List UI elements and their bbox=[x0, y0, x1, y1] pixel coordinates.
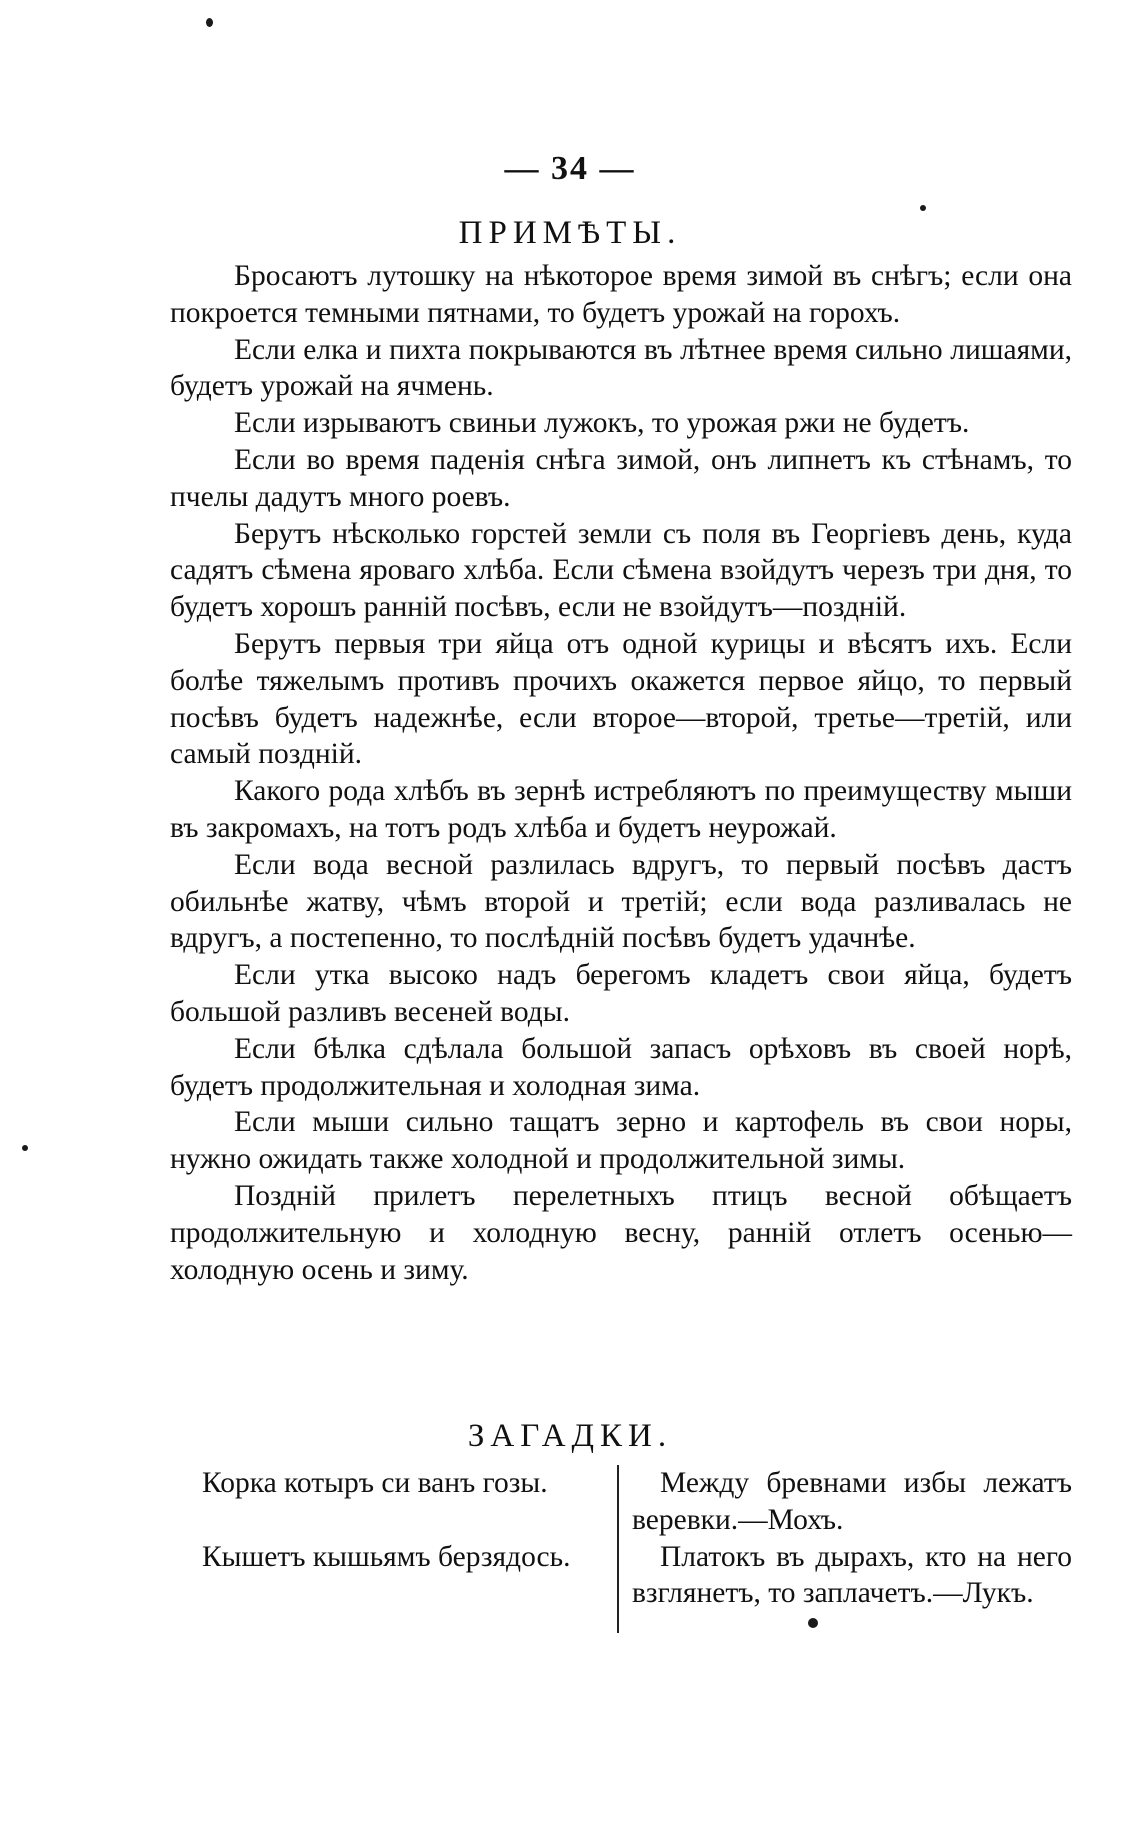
riddle-item: Платокъ въ дырахъ, кто на него взглянетъ, то заплачетъ.—Лукъ. bbox=[632, 1540, 1072, 1610]
omen-paragraph: Бросаютъ лутошку на нѣкоторое время зимой въ снѣгъ; если она покроется темными пятнами, то будетъ урожай на горохъ. bbox=[170, 260, 1072, 329]
ink-speck bbox=[920, 205, 926, 211]
ink-speck bbox=[206, 18, 213, 27]
ink-speck bbox=[808, 1618, 818, 1628]
omen-paragraph: Поздній прилетъ перелетныхъ птицъ весной обѣщаетъ продолжительную и холодную весну, ранній отлетъ осенью—холодную осень и зиму. bbox=[170, 1179, 1072, 1286]
page-number: — 34 — bbox=[504, 150, 636, 187]
riddles-left-column bbox=[170, 1465, 610, 1613]
omen-paragraph: Берутъ первыя три яйца отъ одной курицы и вѣсятъ ихъ. Если болѣе тяжелымъ противъ прочихъ окажется первое яйцо, то первый посѣвъ будетъ надежнѣе, если второе—второй, третье—третій, или самый поздній. bbox=[170, 627, 1072, 771]
omen-paragraph: Если во время паденія снѣга зимой, онъ липнетъ къ стѣнамъ, то пчелы дадутъ много роевъ. bbox=[170, 443, 1072, 513]
omen-paragraph: Если елка и пихта покрываются въ лѣтнее время сильно лишаями, будетъ урожай на ячмень. bbox=[170, 333, 1072, 403]
omen-paragraph: Какого рода хлѣбъ въ зернѣ истребляютъ по преимуществу мыши въ закромахъ, на тотъ родъ хлѣба и будетъ неурожай. bbox=[170, 775, 1072, 844]
omen-paragraph: Если изрываютъ свиньи лужокъ, то урожая ржи не будетъ. bbox=[234, 407, 970, 440]
omen-paragraph: Если утка высоко надъ берегомъ кладетъ свои яйца, будетъ большой разливъ весеней воды. bbox=[170, 959, 1072, 1028]
riddle-item: Корка котыръ си ванъ гозы. bbox=[202, 1467, 548, 1499]
omens-section bbox=[170, 258, 1072, 1288]
omen-paragraph: Если мыши сильно тащатъ зерно и картофель въ свои норы, нужно ожидать также холодной и продолжительной зимы. bbox=[170, 1106, 1072, 1176]
omens-title: ПРИМѢТЫ. bbox=[458, 215, 682, 251]
riddles-right-column bbox=[632, 1465, 1072, 1612]
riddles-title: ЗАГАДКИ. bbox=[467, 1418, 673, 1454]
omen-paragraph: Если вода весной разлилась вдругъ, то первый посѣвъ дастъ обильнѣе жатву, чѣмъ второй и третій; если вода разливалась не вдругъ, а постепенно, то послѣдній посѣвъ будетъ удачнѣе. bbox=[170, 848, 1072, 955]
riddle-item: Между бревнами избы лежатъ веревки.—Мохъ. bbox=[632, 1467, 1072, 1536]
omen-paragraph: Если бѣлка сдѣлала большой запасъ орѣховъ въ своей норѣ, будетъ продолжительная и холодная зима. bbox=[170, 1032, 1072, 1102]
column-divider bbox=[617, 1465, 619, 1633]
ink-speck bbox=[22, 1145, 28, 1151]
omen-paragraph: Берутъ нѣсколько горстей земли съ поля въ Георгіевъ день, куда садятъ сѣмена яроваго хлѣба. Если сѣмена взойдутъ черезъ три дня, то будетъ хорошъ ранній посѣвъ, если не взойдутъ—поздній. bbox=[170, 517, 1072, 624]
riddles-section bbox=[170, 1465, 1072, 1640]
riddle-item: Кышетъ кышьямъ берзядось. bbox=[202, 1540, 571, 1573]
